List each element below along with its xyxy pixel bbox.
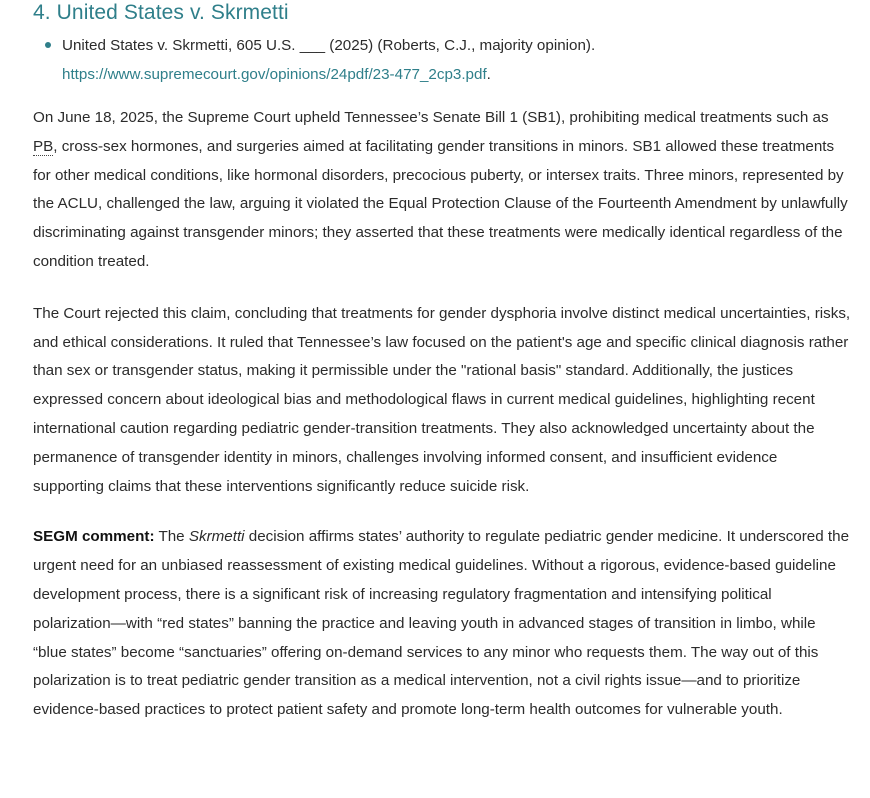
paragraph-background-part2: , cross-sex hormones, and surgeries aimed at facilitating gender transitions in minors. SB1 allowed these treatments for other medical conditions, like hormonal disorders, precocious puberty, or intersex traits. Three minors, represented by the ACLU, challenged the law, arguing it violated the Equal Protection Clause of the Fourteenth Amendment by unlawfully discriminating against transgender minors; they asserted that these treatments were medically identical regardless of the condition treated. — [33, 137, 848, 270]
citation-text: United States v. Skrmetti, 605 U.S. ___ (2025) (Roberts, C.J., majority opinion). — [62, 37, 596, 54]
comment-case-name: Skrmetti — [188, 528, 245, 546]
paragraph-background-part1: On June 18, 2025, the Supreme Court upheld Tennessee’s Senate Bill 1 (SB1), prohibiting medical treatments such as — [33, 109, 829, 126]
citation-link[interactable]: https://www.supremecourt.gov/opinions/24pdf/23-477_2cp3.pdf — [62, 66, 487, 83]
comment-part1: The — [154, 528, 189, 546]
citation-list — [33, 31, 851, 89]
section-heading: 4. United States v. Skrmetti — [33, 1, 289, 24]
bullet-icon — [45, 42, 51, 48]
citation-link-suffix: . — [486, 66, 491, 83]
paragraph-ruling: The Court rejected this claim, concluding that treatments for gender dysphoria involve distinct medical uncertainties, risks, and ethical considerations. It ruled that Tennessee’s law focused on the patient's age and specific clinical diagnosis rather than sex or transgender status, making it permissible under the "rational basis" standard. Additionally, the justices expressed concern about ideological bias and methodological flaws in current medical guidelines, highlighting recent international caution regarding pediatric gender-transition treatments. They also acknowledged uncertainty about the permanence of transgender identity in minors, challenges involving informed consent, and insufficient evidence supporting claims that these interventions significantly reduce suicide risk. — [33, 304, 851, 495]
paragraph-background — [33, 104, 851, 277]
comment-part2: decision affirms states’ authority to regulate pediatric gender medicine. It underscored the urgent need for an unbiased reassessment of existing medical guidelines. Without a rigorous, evidence-based guideline development process, there is a significant risk of increasing regulatory fragmentation and intensifying political polarization—with “red states” banning the practice and leaving youth in advanced stages of transition in limbo, while “blue states” become “sanctuaries” offering on-demand services to any minor who requests them. The way out of this polarization is to treat pediatric gender transition as a medical intervention, not a civil rights issue—and to prioritize evidence-based practices to protect patient safety and promote long-term health outcomes for vulnerable youth. — [33, 528, 850, 719]
comment-label: SEGM comment: — [33, 528, 155, 546]
paragraph-comment — [33, 523, 851, 725]
article — [33, 0, 851, 725]
citation-item — [62, 31, 851, 89]
abbreviation-pb[interactable]: PB — [33, 137, 54, 155]
